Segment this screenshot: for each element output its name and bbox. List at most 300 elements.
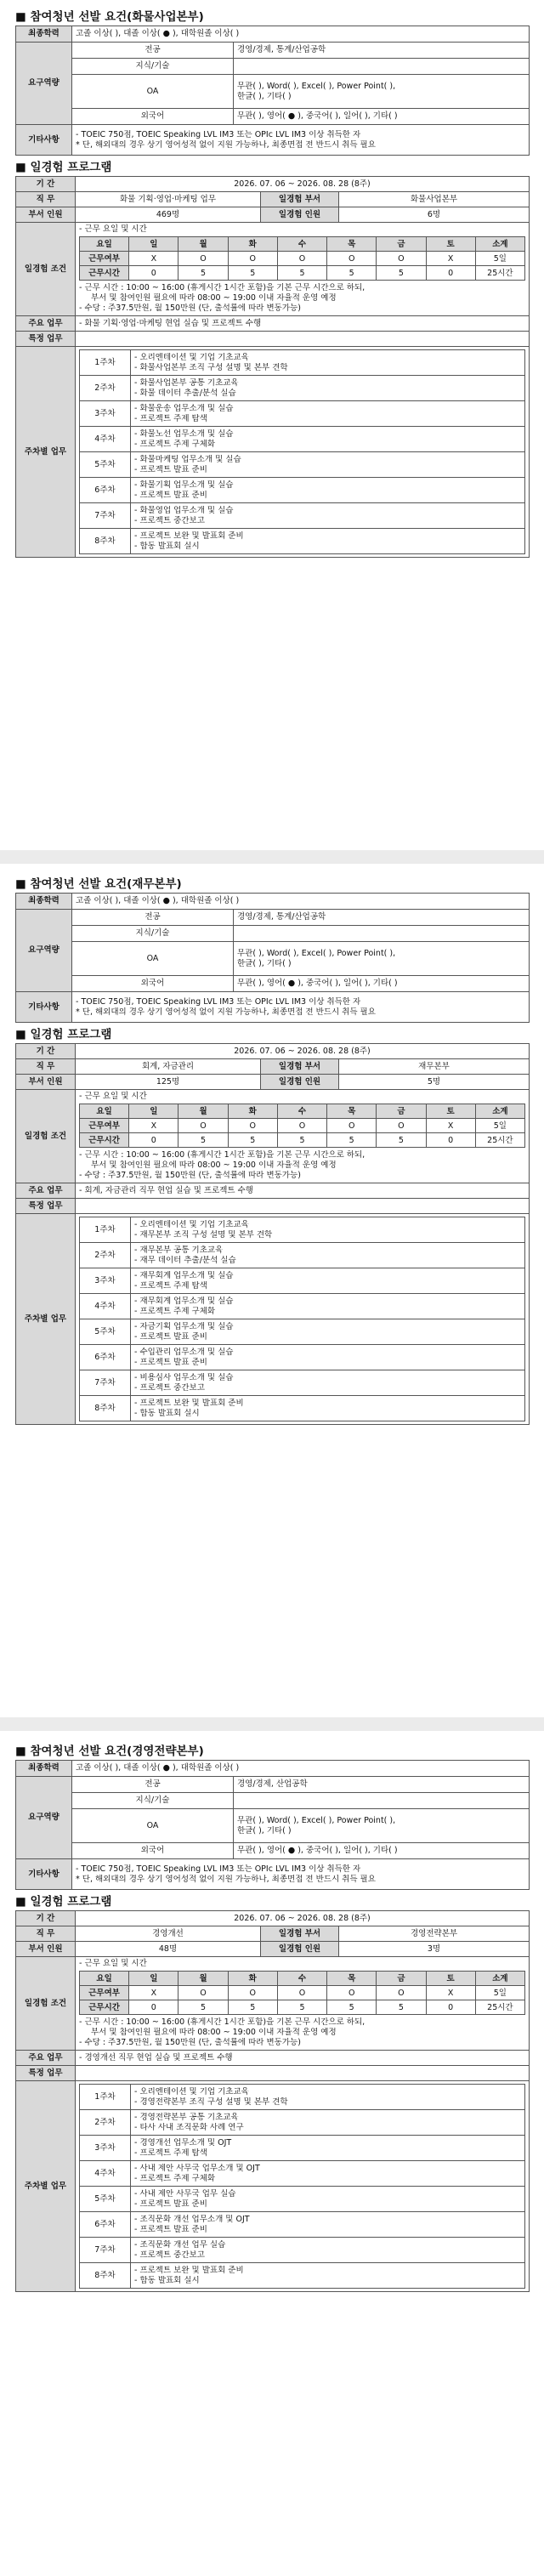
- week-task-line: - 조직문화 개선 업무 실습: [134, 2239, 226, 2250]
- week-task-line: - 합동 발표회 실시: [134, 541, 200, 551]
- schedule-cell: 목: [327, 237, 377, 252]
- week-row: [80, 2238, 525, 2263]
- document-page: [15, 876, 529, 1425]
- week-task-line: - 재무본부 조직 구성 설명 및 본부 견학: [134, 1229, 273, 1240]
- week-task-line: - 프로젝트 주제 탐색: [134, 413, 207, 423]
- major-label: 전공: [72, 910, 234, 926]
- etc-line-1: - TOEIC 750점, TOEIC Speaking LVL IM3 또는 OPIc LVL IM3 이상 취득한 자: [76, 1864, 361, 1874]
- requirements-heading: ■ 참여청년 선발 요건(경영전략본부): [15, 1745, 204, 1758]
- oa-line-2: 한글( ), 기타( ): [237, 958, 292, 968]
- schedule-cell: 5: [327, 2000, 377, 2015]
- main-duty-value: - 회계, 자금관리 직무 현업 실습 및 프로젝트 수행: [76, 1183, 530, 1199]
- week-task-line: - 프로젝트 중간보고: [134, 2250, 205, 2260]
- week-row: [80, 452, 525, 478]
- week-row: [80, 1243, 525, 1268]
- week-label: 7주차: [80, 1370, 131, 1396]
- week-tasks: [131, 427, 525, 452]
- main-duty-label: 주요 업무: [16, 316, 76, 332]
- condition-hours-title: - 근무 요일 및 시간: [79, 224, 147, 234]
- week-label: 3주차: [80, 2136, 131, 2161]
- week-label: 6주차: [80, 478, 131, 503]
- week-task-line: - 화물사업본부 공통 기초교육: [134, 377, 239, 388]
- schedule-cell: 0: [426, 2000, 475, 2015]
- week-row: [80, 1268, 525, 1294]
- schedule-cell: 5: [277, 1133, 326, 1148]
- schedule-cell: 25시간: [475, 1133, 524, 1148]
- week-label: 7주차: [80, 503, 131, 529]
- schedule-cell: 요일: [80, 1972, 129, 1986]
- weekly-duty-content: [76, 347, 530, 558]
- main-duty-label: 주요 업무: [16, 1183, 76, 1199]
- week-row: [80, 1319, 525, 1345]
- week-label: 8주차: [80, 529, 131, 554]
- week-tasks: [131, 350, 525, 376]
- week-label: 5주차: [80, 1319, 131, 1345]
- week-tasks: [131, 2187, 525, 2212]
- education-label: 최종학력: [16, 26, 72, 43]
- language-value: 무관( ), 영어( ● ), 중국어( ), 일어( ), 기타( ): [234, 1843, 530, 1859]
- dept-value: 재무본부: [339, 1059, 530, 1075]
- week-tasks: [131, 1268, 525, 1294]
- education-label: 최종학력: [16, 1761, 72, 1777]
- schedule-cell: X: [426, 1119, 475, 1133]
- schedule-cell: 월: [178, 1972, 228, 1986]
- condition-note-3: - 수당 : 주37.5만원, 월 150만원 (단, 출석률에 따라 변동가능): [79, 2038, 301, 2047]
- week-task-line: - 재무회계 업무소개 및 실습: [134, 1296, 234, 1306]
- week-task-line: - 오리엔테이션 및 기업 기초교육: [134, 352, 249, 362]
- week-task-line: - 사내 제안 사무국 업무소개 및 OJT: [134, 2163, 260, 2173]
- week-tasks: [131, 1396, 525, 1421]
- schedule-cell: 0: [426, 266, 475, 281]
- schedule-cell: 5: [377, 266, 426, 281]
- week-tasks: [131, 1217, 525, 1243]
- requirements-table: [15, 1760, 530, 1890]
- special-duty-label: 특정 업무: [16, 2066, 76, 2081]
- special-duty-label: 특정 업무: [16, 1199, 76, 1214]
- schedule-cell: 금: [377, 237, 426, 252]
- schedule-cell: O: [228, 1119, 277, 1133]
- etc-label: 기타사항: [16, 125, 72, 156]
- duty-label: 직 무: [16, 1059, 76, 1075]
- schedule-cell: 5: [377, 2000, 426, 2015]
- staff-value: 469명: [76, 207, 261, 223]
- week-row: [80, 1345, 525, 1370]
- major-value: 경영/경제, 통계/산업공학: [234, 43, 530, 59]
- week-task-line: - 사내 제안 사무국 업무 실습: [134, 2188, 236, 2199]
- week-task-line: - 프로젝트 보완 및 발표회 준비: [134, 1398, 244, 1408]
- week-task-line: - 오리엔테이션 및 기업 기초교육: [134, 1219, 249, 1229]
- weekly-duty-label: 주차별 업무: [16, 347, 76, 558]
- oa-label: OA: [72, 75, 234, 109]
- week-label: 4주차: [80, 1294, 131, 1319]
- schedule-cell: 0: [426, 1133, 475, 1148]
- etc-line-1: - TOEIC 750점, TOEIC Speaking LVL IM3 또는 OPIc LVL IM3 이상 취득한 자: [76, 996, 361, 1007]
- schedule-cell: 소계: [475, 1104, 524, 1119]
- staff-label: 부서 인원: [16, 1075, 76, 1090]
- schedule-cell: 월: [178, 1104, 228, 1119]
- schedule-table: [79, 236, 525, 281]
- language-label: 외국어: [72, 1843, 234, 1859]
- weekly-duty-label: 주차별 업무: [16, 1214, 76, 1425]
- schedule-cell: O: [377, 1986, 426, 2000]
- page-divider: [0, 1717, 544, 1731]
- schedule-cell: O: [277, 1986, 326, 2000]
- schedule-hours-row: [80, 1133, 525, 1148]
- count-label: 일경험 인원: [261, 1075, 339, 1090]
- week-task-line: - 합동 발표회 실시: [134, 1408, 200, 1418]
- dept-label: 일경험 부서: [261, 1926, 339, 1942]
- week-task-line: - 수입관리 업무소개 및 실습: [134, 1347, 234, 1357]
- schedule-cell: 5: [327, 1133, 377, 1148]
- condition-label: 일경험 조건: [16, 1957, 76, 2051]
- period-label: 기 간: [16, 177, 76, 192]
- schedule-cell: 5: [228, 2000, 277, 2015]
- week-tasks: [131, 2110, 525, 2136]
- week-task-line: - 화물사업본부 조직 구성 설명 및 본부 견학: [134, 362, 288, 372]
- schedule-cell: 일: [129, 1972, 178, 1986]
- duty-label: 직 무: [16, 192, 76, 207]
- period-label: 기 간: [16, 1911, 76, 1926]
- condition-note-1: - 근무 시간 : 10:00 ~ 16:00 (휴게시간 1시간 포함)을 기본 근무 시간으로 하되,: [79, 2017, 366, 2027]
- weekly-duty-label: 주차별 업무: [16, 2081, 76, 2292]
- schedule-cell: X: [426, 252, 475, 266]
- week-tasks: [131, 2263, 525, 2289]
- schedule-cell: 5: [277, 2000, 326, 2015]
- week-tasks: [131, 2212, 525, 2238]
- week-label: 6주차: [80, 2212, 131, 2238]
- week-row: [80, 427, 525, 452]
- oa-line-1: 무관( ), Word( ), Excel( ), Power Point( ),: [237, 81, 396, 91]
- condition-label: 일경험 조건: [16, 1090, 76, 1183]
- language-value: 무관( ), 영어( ● ), 중국어( ), 일어( ), 기타( ): [234, 109, 530, 125]
- schedule-work-row: [80, 1986, 525, 2000]
- week-task-line: - 화물노선 업무소개 및 실습: [134, 428, 234, 439]
- week-task-line: - 프로젝트 중간보고: [134, 1382, 205, 1393]
- page-divider: [0, 850, 544, 864]
- special-duty-value: [76, 1199, 530, 1214]
- period-value: 2026. 07. 06 ~ 2026. 08. 28 (8주): [76, 1911, 530, 1926]
- condition-hours-title: - 근무 요일 및 시간: [79, 1092, 147, 1101]
- week-row: [80, 2085, 525, 2110]
- week-task-line: - 자금기획 업무소개 및 실습: [134, 1321, 234, 1331]
- oa-value: [234, 942, 530, 976]
- week-label: 3주차: [80, 1268, 131, 1294]
- schedule-cell: O: [327, 252, 377, 266]
- count-label: 일경험 인원: [261, 1942, 339, 1957]
- schedule-cell: O: [327, 1986, 377, 2000]
- etc-line-2: * 단, 해외대의 경우 상기 영어성적 없이 지원 가능하나, 최종면접 전 반드시 취득 필요: [76, 1874, 376, 1884]
- schedule-cell: 근무시간: [80, 1133, 129, 1148]
- week-task-line: - 프로젝트 주제 구체화: [134, 1306, 216, 1316]
- week-task-line: - 화물영업 업무소개 및 실습: [134, 505, 234, 515]
- week-task-line: - 경영전략본부 조직 구성 설명 및 본부 견학: [134, 2097, 288, 2107]
- schedule-cell: 화: [228, 237, 277, 252]
- week-task-line: - 프로젝트 주제 탐색: [134, 2148, 207, 2158]
- schedule-cell: 요일: [80, 237, 129, 252]
- week-row: [80, 2136, 525, 2161]
- schedule-cell: 요일: [80, 1104, 129, 1119]
- week-task-line: - 프로젝트 보완 및 발표회 준비: [134, 2265, 244, 2275]
- week-task-line: - 프로젝트 보완 및 발표회 준비: [134, 531, 244, 541]
- competency-label: 요구역량: [16, 43, 72, 125]
- schedule-cell: 0: [129, 1133, 178, 1148]
- week-label: 8주차: [80, 1396, 131, 1421]
- main-duty-label: 주요 업무: [16, 2051, 76, 2066]
- schedule-cell: O: [178, 1986, 228, 2000]
- schedule-cell: 일: [129, 1104, 178, 1119]
- schedule-cell: X: [426, 1986, 475, 2000]
- weekly-duty-content: [76, 2081, 530, 2292]
- schedule-header-row: [80, 237, 525, 252]
- schedule-cell: O: [377, 1119, 426, 1133]
- schedule-header-row: [80, 1972, 525, 1986]
- schedule-cell: 5: [228, 266, 277, 281]
- language-value: 무관( ), 영어( ● ), 중국어( ), 일어( ), 기타( ): [234, 976, 530, 992]
- week-tasks: [131, 1294, 525, 1319]
- week-tasks: [131, 401, 525, 427]
- count-label: 일경험 인원: [261, 207, 339, 223]
- document-page: [15, 9, 529, 558]
- schedule-cell: 5: [377, 1133, 426, 1148]
- schedule-cell: 금: [377, 1104, 426, 1119]
- program-heading: ■ 일경험 프로그램: [15, 161, 112, 174]
- schedule-cell: X: [129, 252, 178, 266]
- week-row: [80, 1396, 525, 1421]
- oa-line-2: 한글( ), 기타( ): [237, 1825, 292, 1836]
- staff-value: 48명: [76, 1942, 261, 1957]
- week-row: [80, 2187, 525, 2212]
- etc-label: 기타사항: [16, 992, 72, 1023]
- condition-content: [76, 1090, 530, 1183]
- period-value: 2026. 07. 06 ~ 2026. 08. 28 (8주): [76, 177, 530, 192]
- week-task-line: - 비용심사 업무소개 및 실습: [134, 1372, 234, 1382]
- schedule-cell: 5일: [475, 1986, 524, 2000]
- weekly-table: [79, 2084, 525, 2289]
- week-row: [80, 2263, 525, 2289]
- document-page: [15, 1743, 529, 2292]
- schedule-cell: 근무시간: [80, 266, 129, 281]
- week-label: 1주차: [80, 2085, 131, 2110]
- week-tasks: [131, 1345, 525, 1370]
- week-tasks: [131, 503, 525, 529]
- schedule-cell: O: [178, 1119, 228, 1133]
- week-task-line: - 경영전략본부 공통 기초교육: [134, 2112, 239, 2122]
- major-value: 경영/경제, 통계/산업공학: [234, 910, 530, 926]
- week-task-line: - 화물운송 업무소개 및 실습: [134, 403, 234, 413]
- knowledge-value: [234, 926, 530, 942]
- week-task-line: - 프로젝트 발표 준비: [134, 2199, 207, 2209]
- education-label: 최종학력: [16, 894, 72, 910]
- week-task-line: - 화물 데이터 추출/분석 실습: [134, 388, 236, 398]
- week-tasks: [131, 1243, 525, 1268]
- oa-label: OA: [72, 1809, 234, 1843]
- week-tasks: [131, 376, 525, 401]
- schedule-cell: 목: [327, 1972, 377, 1986]
- week-task-line: - 재무본부 공통 기초교육: [134, 1245, 224, 1255]
- week-label: 2주차: [80, 376, 131, 401]
- condition-hours-title: - 근무 요일 및 시간: [79, 1959, 147, 1968]
- week-label: 4주차: [80, 427, 131, 452]
- week-row: [80, 1294, 525, 1319]
- week-tasks: [131, 1370, 525, 1396]
- schedule-work-row: [80, 1119, 525, 1133]
- etc-value: [72, 1859, 530, 1890]
- week-label: 6주차: [80, 1345, 131, 1370]
- week-tasks: [131, 1319, 525, 1345]
- knowledge-label: 지식/기술: [72, 1793, 234, 1809]
- knowledge-value: [234, 59, 530, 75]
- week-row: [80, 2161, 525, 2187]
- main-duty-value: - 경영개선 직무 현업 실습 및 프로젝트 수행: [76, 2051, 530, 2066]
- condition-note-2: 부서 및 참여인원 필요에 따라 08:00 ~ 19:00 이내 자율적 운영 예정: [91, 1160, 337, 1170]
- etc-line-2: * 단, 해외대의 경우 상기 영어성적 없이 지원 가능하나, 최종면접 전 반드시 취득 필요: [76, 139, 376, 150]
- period-label: 기 간: [16, 1044, 76, 1059]
- schedule-cell: O: [228, 1986, 277, 2000]
- count-value: 5명: [339, 1075, 530, 1090]
- week-tasks: [131, 529, 525, 554]
- week-tasks: [131, 2085, 525, 2110]
- schedule-cell: 일: [129, 237, 178, 252]
- week-task-line: - 타사 사내 조직문화 사례 연구: [134, 2122, 244, 2132]
- duty-value: 경영개선: [76, 1926, 261, 1942]
- knowledge-value: [234, 1793, 530, 1809]
- condition-note-2: 부서 및 참여인원 필요에 따라 08:00 ~ 19:00 이내 자율적 운영 예정: [91, 2028, 337, 2037]
- oa-line-1: 무관( ), Word( ), Excel( ), Power Point( ),: [237, 948, 396, 958]
- schedule-cell: 25시간: [475, 2000, 524, 2015]
- week-label: 2주차: [80, 1243, 131, 1268]
- oa-label: OA: [72, 942, 234, 976]
- condition-note-1: - 근무 시간 : 10:00 ~ 16:00 (휴게시간 1시간 포함)을 기본 근무 시간으로 하되,: [79, 1150, 366, 1160]
- schedule-cell: O: [327, 1119, 377, 1133]
- week-row: [80, 478, 525, 503]
- schedule-cell: 화: [228, 1104, 277, 1119]
- etc-line-1: - TOEIC 750점, TOEIC Speaking LVL IM3 또는 OPIc LVL IM3 이상 취득한 자: [76, 129, 361, 139]
- week-task-line: - 화물마케팅 업무소개 및 실습: [134, 454, 241, 464]
- week-label: 5주차: [80, 452, 131, 478]
- schedule-cell: 5: [178, 266, 228, 281]
- week-row: [80, 401, 525, 427]
- etc-label: 기타사항: [16, 1859, 72, 1890]
- week-task-line: - 프로젝트 발표 준비: [134, 490, 207, 500]
- special-duty-label: 특정 업무: [16, 332, 76, 347]
- schedule-cell: 토: [426, 1972, 475, 1986]
- schedule-cell: 월: [178, 237, 228, 252]
- week-task-line: - 프로젝트 중간보고: [134, 515, 205, 525]
- schedule-work-row: [80, 252, 525, 266]
- week-label: 1주차: [80, 350, 131, 376]
- oa-line-1: 무관( ), Word( ), Excel( ), Power Point( ),: [237, 1815, 396, 1825]
- schedule-cell: 5: [228, 1133, 277, 1148]
- dept-value: 화물사업본부: [339, 192, 530, 207]
- week-label: 5주차: [80, 2187, 131, 2212]
- program-table: [15, 1043, 530, 1425]
- oa-value: [234, 1809, 530, 1843]
- schedule-cell: 소계: [475, 1972, 524, 1986]
- condition-content: [76, 1957, 530, 2051]
- week-task-line: - 프로젝트 주제 구체화: [134, 439, 216, 449]
- duty-value: 회계, 자금관리: [76, 1059, 261, 1075]
- weekly-table: [79, 349, 525, 554]
- schedule-cell: 화: [228, 1972, 277, 1986]
- schedule-table: [79, 1104, 525, 1148]
- schedule-hours-row: [80, 2000, 525, 2015]
- condition-note-2: 부서 및 참여인원 필요에 따라 08:00 ~ 19:00 이내 자율적 운영 예정: [91, 293, 337, 303]
- education-value: 고졸 이상( ), 대졸 이상( ● ), 대학원졸 이상( ): [72, 26, 530, 43]
- special-duty-value: [76, 2066, 530, 2081]
- week-label: 2주차: [80, 2110, 131, 2136]
- week-row: [80, 2110, 525, 2136]
- schedule-cell: O: [277, 252, 326, 266]
- requirements-table: [15, 893, 530, 1023]
- schedule-header-row: [80, 1104, 525, 1119]
- requirements-table: [15, 26, 530, 156]
- week-label: 3주차: [80, 401, 131, 427]
- week-task-line: - 재무회계 업무소개 및 실습: [134, 1270, 234, 1280]
- staff-value: 125명: [76, 1075, 261, 1090]
- condition-note-3: - 수당 : 주37.5만원, 월 150만원 (단, 출석률에 따라 변동가능): [79, 304, 301, 313]
- week-task-line: - 재무 데이터 추출/분석 실습: [134, 1255, 236, 1265]
- oa-line-2: 한글( ), 기타( ): [237, 91, 292, 101]
- week-task-line: - 오리엔테이션 및 기업 기초교육: [134, 2086, 249, 2097]
- week-task-line: - 조직문화 개선 업무소개 및 OJT: [134, 2214, 250, 2224]
- special-duty-value: [76, 332, 530, 347]
- week-task-line: - 프로젝트 발표 준비: [134, 1331, 207, 1342]
- week-row: [80, 1370, 525, 1396]
- dept-value: 경영전략본부: [339, 1926, 530, 1942]
- count-value: 6명: [339, 207, 530, 223]
- dept-label: 일경험 부서: [261, 192, 339, 207]
- schedule-cell: 수: [277, 237, 326, 252]
- staff-label: 부서 인원: [16, 207, 76, 223]
- schedule-hours-row: [80, 266, 525, 281]
- schedule-cell: 수: [277, 1104, 326, 1119]
- week-tasks: [131, 478, 525, 503]
- schedule-cell: 5: [327, 266, 377, 281]
- week-row: [80, 376, 525, 401]
- condition-content: [76, 223, 530, 316]
- etc-line-2: * 단, 해외대의 경우 상기 영어성적 없이 지원 가능하나, 최종면접 전 반드시 취득 필요: [76, 1007, 376, 1017]
- schedule-cell: 5: [277, 266, 326, 281]
- week-task-line: - 프로젝트 주제 탐색: [134, 1280, 207, 1291]
- schedule-cell: 수: [277, 1972, 326, 1986]
- week-task-line: - 화물기획 업무소개 및 실습: [134, 479, 234, 490]
- schedule-cell: 25시간: [475, 266, 524, 281]
- week-row: [80, 503, 525, 529]
- schedule-cell: O: [377, 252, 426, 266]
- program-table: [15, 1910, 530, 2292]
- week-task-line: - 프로젝트 발표 준비: [134, 464, 207, 474]
- schedule-cell: 소계: [475, 237, 524, 252]
- condition-note-3: - 수당 : 주37.5만원, 월 150만원 (단, 출석률에 따라 변동가능): [79, 1171, 301, 1180]
- staff-label: 부서 인원: [16, 1942, 76, 1957]
- condition-note-1: - 근무 시간 : 10:00 ~ 16:00 (휴게시간 1시간 포함)을 기본 근무 시간으로 하되,: [79, 283, 366, 292]
- program-table: [15, 176, 530, 558]
- week-row: [80, 2212, 525, 2238]
- duty-label: 직 무: [16, 1926, 76, 1942]
- week-row: [80, 1217, 525, 1243]
- knowledge-label: 지식/기술: [72, 59, 234, 75]
- schedule-table: [79, 1971, 525, 2015]
- schedule-cell: X: [129, 1986, 178, 2000]
- week-label: 1주차: [80, 1217, 131, 1243]
- schedule-cell: 근무시간: [80, 2000, 129, 2015]
- dept-label: 일경험 부서: [261, 1059, 339, 1075]
- week-task-line: - 경영개선 업무소개 및 OJT: [134, 2137, 232, 2148]
- week-label: 4주차: [80, 2161, 131, 2187]
- education-value: 고졸 이상( ), 대졸 이상( ● ), 대학원졸 이상( ): [72, 1761, 530, 1777]
- week-row: [80, 529, 525, 554]
- week-row: [80, 350, 525, 376]
